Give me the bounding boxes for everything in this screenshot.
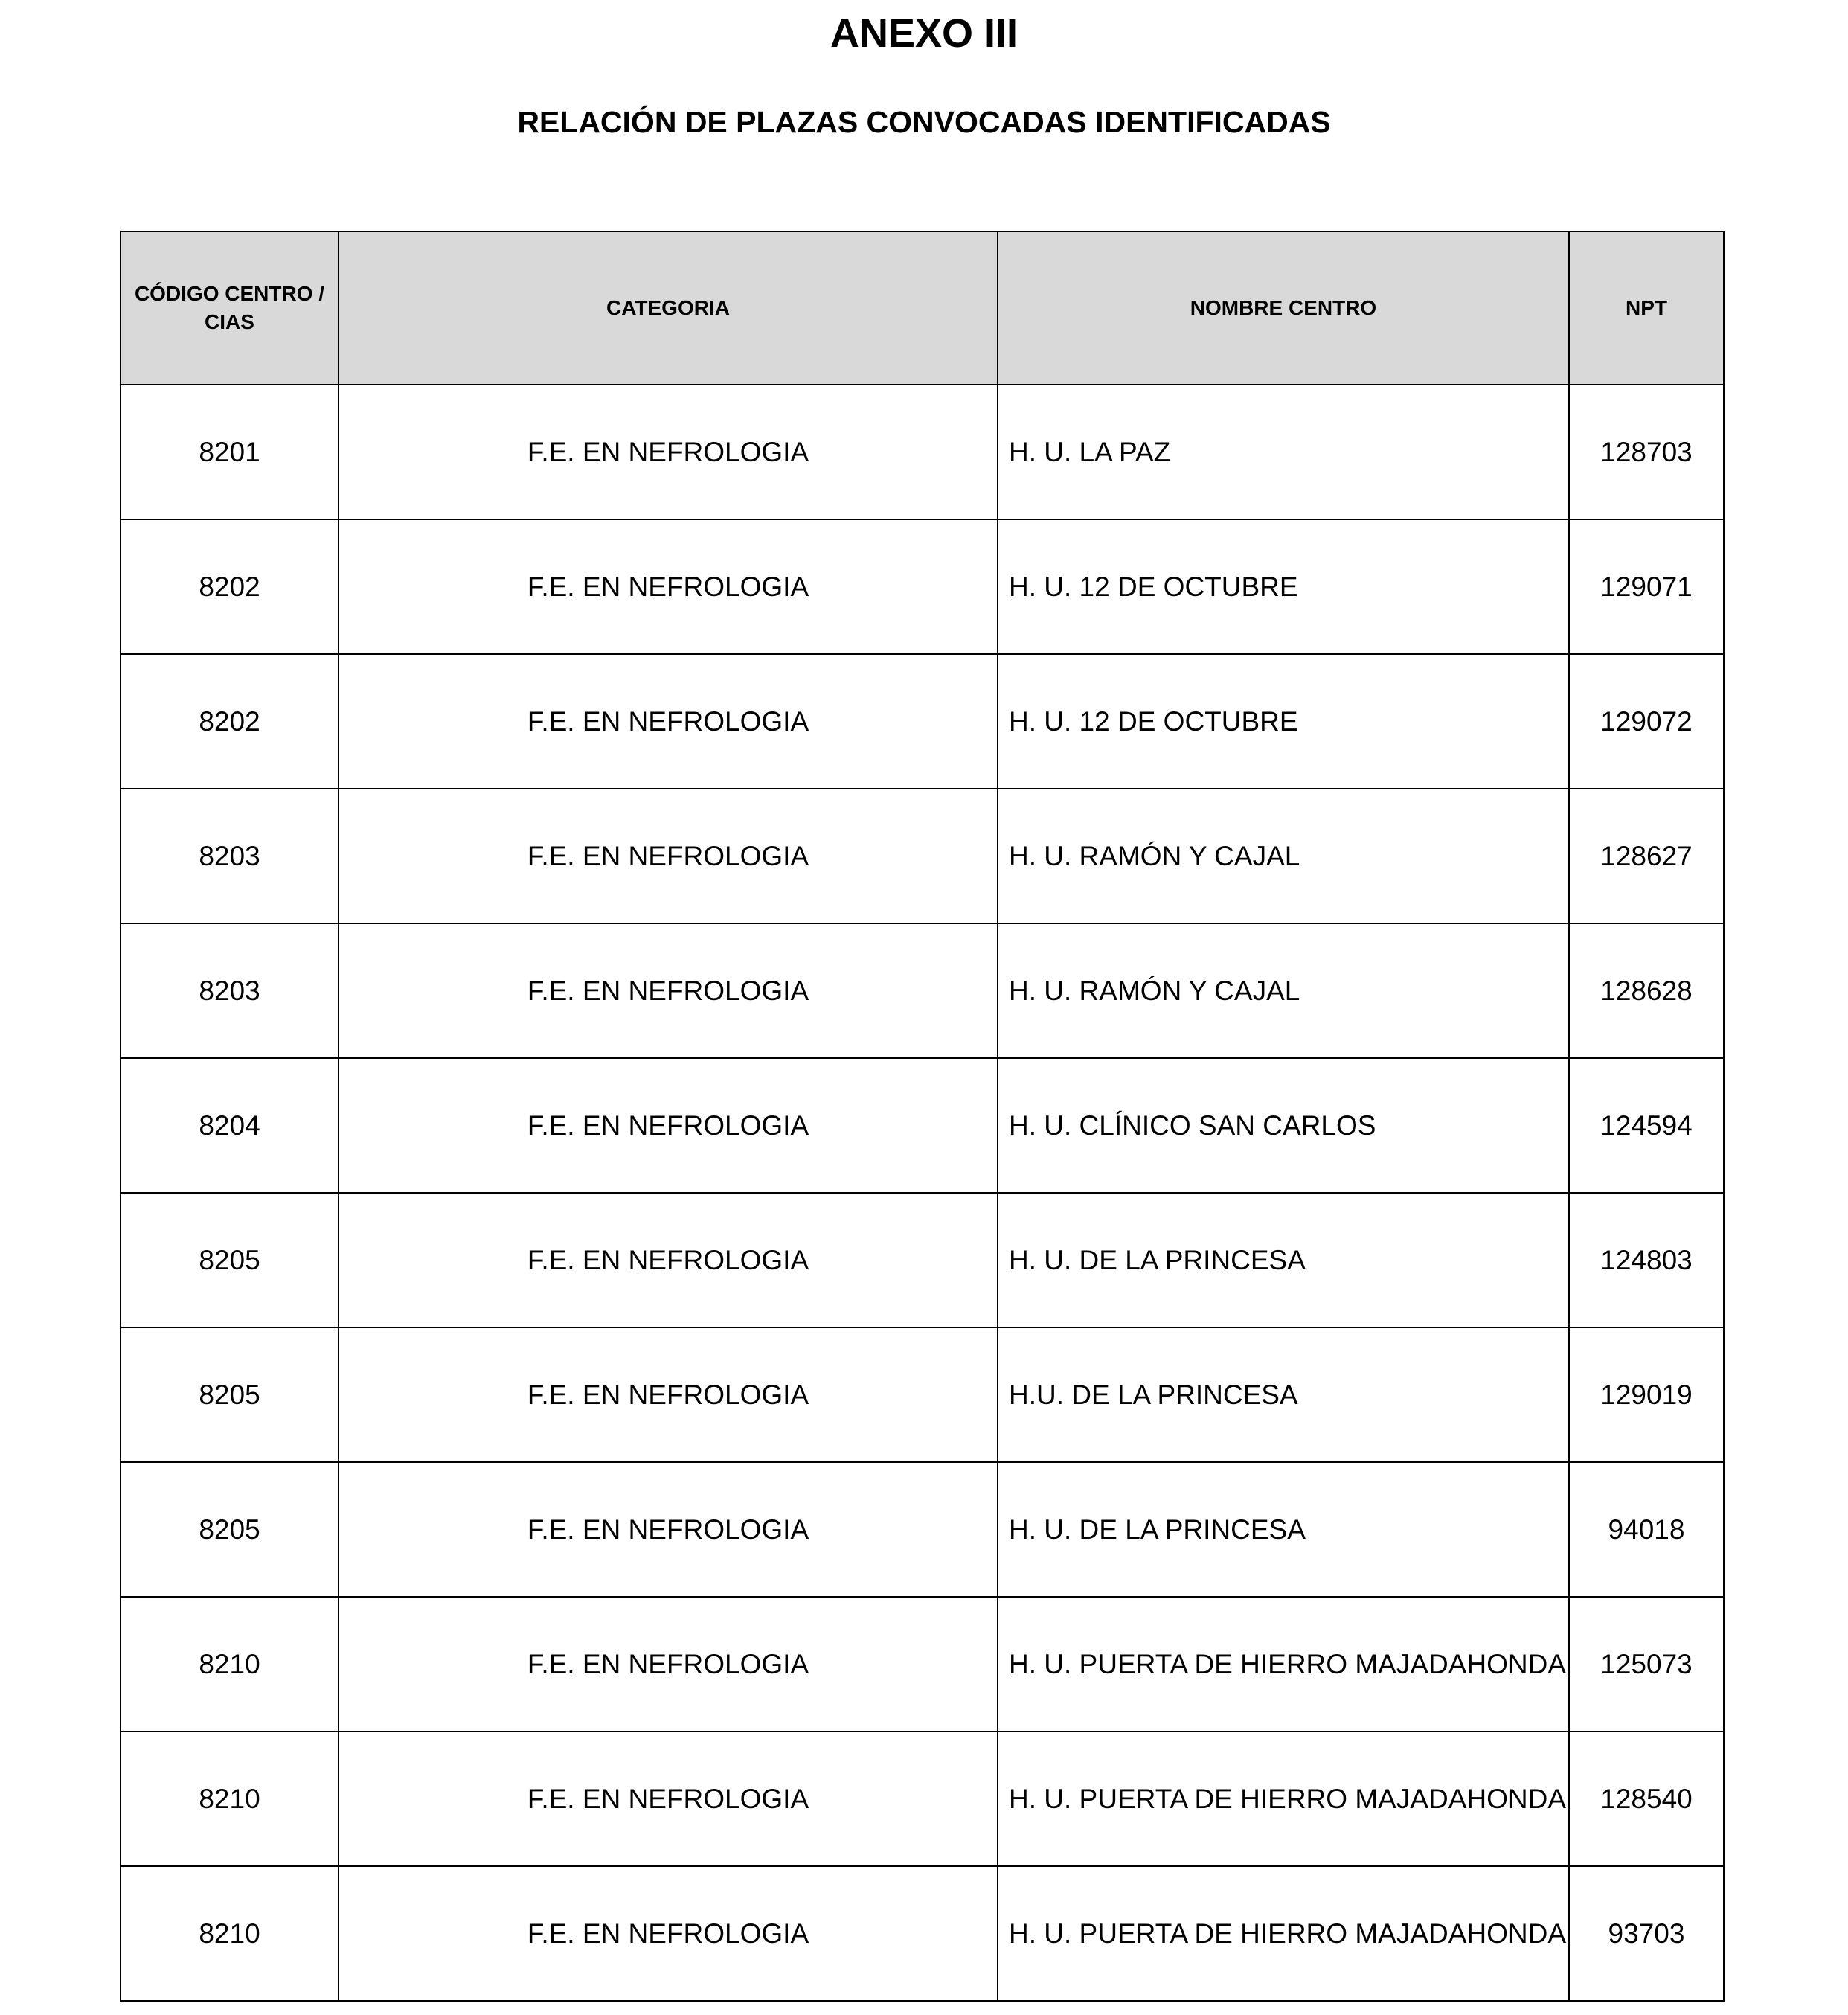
cell-npt: 128703	[1569, 385, 1724, 519]
table-row	[121, 654, 1724, 789]
cell-nombre-centro: H. U. LA PAZ	[998, 385, 1569, 519]
cell-npt: 128628	[1569, 923, 1724, 1058]
cell-nombre-centro: H. U. RAMÓN Y CAJAL	[998, 789, 1569, 923]
cell-codigo: 8210	[121, 1866, 339, 2001]
cell-categoria: F.E. EN NEFROLOGIA	[339, 1462, 998, 1597]
table-row	[121, 385, 1724, 519]
cell-codigo: 8210	[121, 1732, 339, 1866]
header-npt: NPT	[1569, 231, 1724, 385]
cell-categoria: F.E. EN NEFROLOGIA	[339, 789, 998, 923]
header-categoria: CATEGORIA	[339, 231, 998, 385]
cell-categoria: F.E. EN NEFROLOGIA	[339, 654, 998, 789]
cell-npt: 124803	[1569, 1193, 1724, 1327]
header-codigo-centro: CÓDIGO CENTRO / CIAS	[121, 231, 339, 385]
cell-codigo: 8203	[121, 923, 339, 1058]
cell-npt: 125073	[1569, 1597, 1724, 1732]
cell-nombre-centro: H. U. 12 DE OCTUBRE	[998, 519, 1569, 654]
cell-codigo: 8204	[121, 1058, 339, 1193]
cell-nombre-centro: H. U. DE LA PRINCESA	[998, 1193, 1569, 1327]
cell-codigo: 8205	[121, 1462, 339, 1597]
table-row	[121, 789, 1724, 923]
table-row	[121, 1732, 1724, 1866]
cell-nombre-centro: H. U. DE LA PRINCESA	[998, 1462, 1569, 1597]
header-nombre-centro: NOMBRE CENTRO	[998, 231, 1569, 385]
cell-codigo: 8201	[121, 385, 339, 519]
cell-npt: 94018	[1569, 1462, 1724, 1597]
document-subtitle: RELACIÓN DE PLAZAS CONVOCADAS IDENTIFICADAS	[517, 105, 1331, 139]
cell-categoria: F.E. EN NEFROLOGIA	[339, 1866, 998, 2001]
table-row	[121, 1058, 1724, 1193]
cell-codigo: 8205	[121, 1193, 339, 1327]
cell-nombre-centro: H. U. RAMÓN Y CAJAL	[998, 923, 1569, 1058]
cell-npt: 129072	[1569, 654, 1724, 789]
cell-categoria: F.E. EN NEFROLOGIA	[339, 1732, 998, 1866]
cell-categoria: F.E. EN NEFROLOGIA	[339, 1597, 998, 1732]
table-row	[121, 923, 1724, 1058]
cell-codigo: 8210	[121, 1597, 339, 1732]
cell-nombre-centro: H. U. PUERTA DE HIERRO MAJADAHONDA	[998, 1732, 1569, 1866]
cell-npt: 93703	[1569, 1866, 1724, 2001]
cell-categoria: F.E. EN NEFROLOGIA	[339, 385, 998, 519]
cell-categoria: F.E. EN NEFROLOGIA	[339, 519, 998, 654]
plazas-table	[120, 231, 1725, 2002]
table-row	[121, 1193, 1724, 1327]
cell-npt: 128627	[1569, 789, 1724, 923]
cell-nombre-centro: H. U. PUERTA DE HIERRO MAJADAHONDA	[998, 1866, 1569, 2001]
cell-codigo: 8203	[121, 789, 339, 923]
document-title: ANEXO III	[830, 11, 1018, 56]
cell-codigo: 8205	[121, 1327, 339, 1462]
table-row	[121, 1462, 1724, 1597]
cell-codigo: 8202	[121, 654, 339, 789]
cell-npt: 128540	[1569, 1732, 1724, 1866]
cell-codigo: 8202	[121, 519, 339, 654]
cell-npt: 124594	[1569, 1058, 1724, 1193]
table-row	[121, 1866, 1724, 2001]
cell-categoria: F.E. EN NEFROLOGIA	[339, 1058, 998, 1193]
cell-categoria: F.E. EN NEFROLOGIA	[339, 923, 998, 1058]
table-row	[121, 519, 1724, 654]
cell-nombre-centro: H.U. DE LA PRINCESA	[998, 1327, 1569, 1462]
table-row	[121, 1597, 1724, 1732]
cell-nombre-centro: H. U. CLÍNICO SAN CARLOS	[998, 1058, 1569, 1193]
cell-nombre-centro: H. U. PUERTA DE HIERRO MAJADAHONDA	[998, 1597, 1569, 1732]
table-header-row	[121, 231, 1724, 385]
cell-categoria: F.E. EN NEFROLOGIA	[339, 1193, 998, 1327]
cell-nombre-centro: H. U. 12 DE OCTUBRE	[998, 654, 1569, 789]
cell-npt: 129071	[1569, 519, 1724, 654]
table-row	[121, 1327, 1724, 1462]
cell-categoria: F.E. EN NEFROLOGIA	[339, 1327, 998, 1462]
cell-npt: 129019	[1569, 1327, 1724, 1462]
